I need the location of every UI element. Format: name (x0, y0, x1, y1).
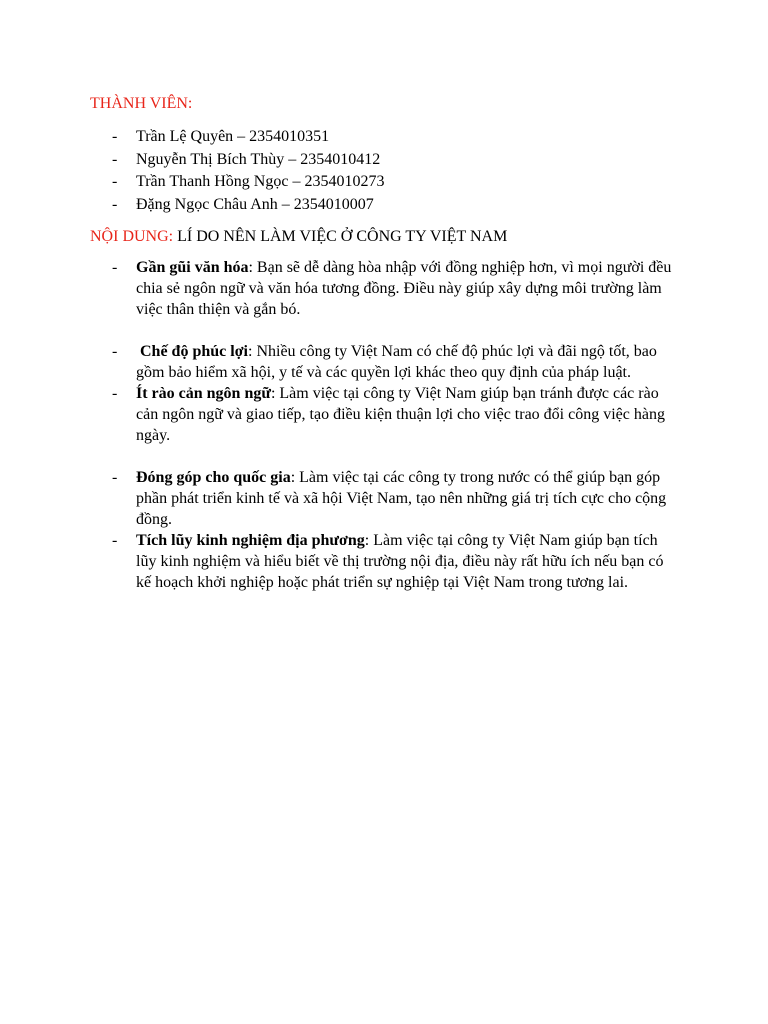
reason-term: Đóng góp cho quốc gia (136, 469, 291, 486)
member-text: Đặng Ngọc Châu Anh – 2354010007 (136, 196, 374, 214)
bullet-dash: - (112, 532, 118, 549)
reason-item (0, 383, 666, 446)
reason-text: : Làm việc tại công ty Việt Nam giúp bạn tích lũy kinh nghiệm và hiểu biết về thị trường nội địa, điều này rất hữu ích nếu bạn có kế hoạch khởi nghiệp hoặc phát triển sự nghiệp tại Việt Nam trong tương lai. (136, 532, 664, 591)
reason-term: Tích lũy kinh nghiệm địa phương (136, 532, 365, 549)
reasons-list (0, 257, 676, 593)
reason-term: Ít rào cản ngôn ngữ (136, 385, 271, 402)
reason-text: : Bạn sẽ dễ dàng hòa nhập với đồng nghiệp hơn, vì mọi người đều chia sẻ ngôn ngữ và văn hóa tương đồng. Điều này giúp xây dựng môi trường làm việc thân thiện và gắn bó. (136, 259, 672, 318)
reason-text: : Nhiều công ty Việt Nam có chế độ phúc lợi và đãi ngộ tốt, bao gồm bảo hiểm xã hội, y tế và các quyền lợi khác theo quy định của pháp luật. (136, 343, 657, 381)
member-text: Trần Lệ Quyên – 2354010351 (136, 128, 330, 145)
member-text: Nguyễn Thị Bích Thùy – 2354010412 (136, 150, 381, 168)
reason-text: : Làm việc tại các công ty trong nước có thể giúp bạn góp phần phát triển kinh tế và xã hội Việt Nam, tạo nên những giá trị tích cực cho cộng đồng. (136, 469, 667, 528)
member-text: Trần Thanh Hồng Ngọc – 2354010273 (136, 173, 385, 191)
content-title: LÍ DO NÊN LÀM VIỆC Ở CÔNG TY VIỆT NAM (173, 228, 508, 245)
reason-item (0, 257, 676, 320)
reason-item (0, 467, 676, 530)
member-item (0, 126, 384, 149)
member-item (0, 171, 384, 194)
reason-item (0, 341, 676, 383)
members-heading: THÀNH VIÊN: (90, 95, 193, 112)
reason-term: Chế độ phúc lợi (136, 343, 248, 360)
content-label: NỘI DUNG: (90, 228, 174, 245)
bullet-dash: - (112, 128, 118, 145)
member-item (0, 149, 384, 172)
bullet-dash: - (112, 173, 118, 191)
bullet-dash: - (112, 343, 118, 360)
bullet-dash: - (112, 259, 118, 276)
members-list (0, 126, 384, 217)
bullet-dash: - (112, 469, 118, 486)
reason-text: : Làm việc tại công ty Việt Nam giúp bạn tránh được các rào cản ngôn ngữ và giao tiếp, tạo điều kiện thuận lợi cho việc trao đổi công việc hàng ngày. (136, 385, 665, 444)
reason-term: Gần gũi văn hóa (136, 259, 249, 276)
content-heading (90, 227, 507, 247)
bullet-dash: - (112, 150, 118, 168)
bullet-dash: - (112, 385, 118, 402)
member-item (0, 194, 384, 217)
reason-item (0, 530, 676, 593)
bullet-dash: - (112, 196, 118, 214)
